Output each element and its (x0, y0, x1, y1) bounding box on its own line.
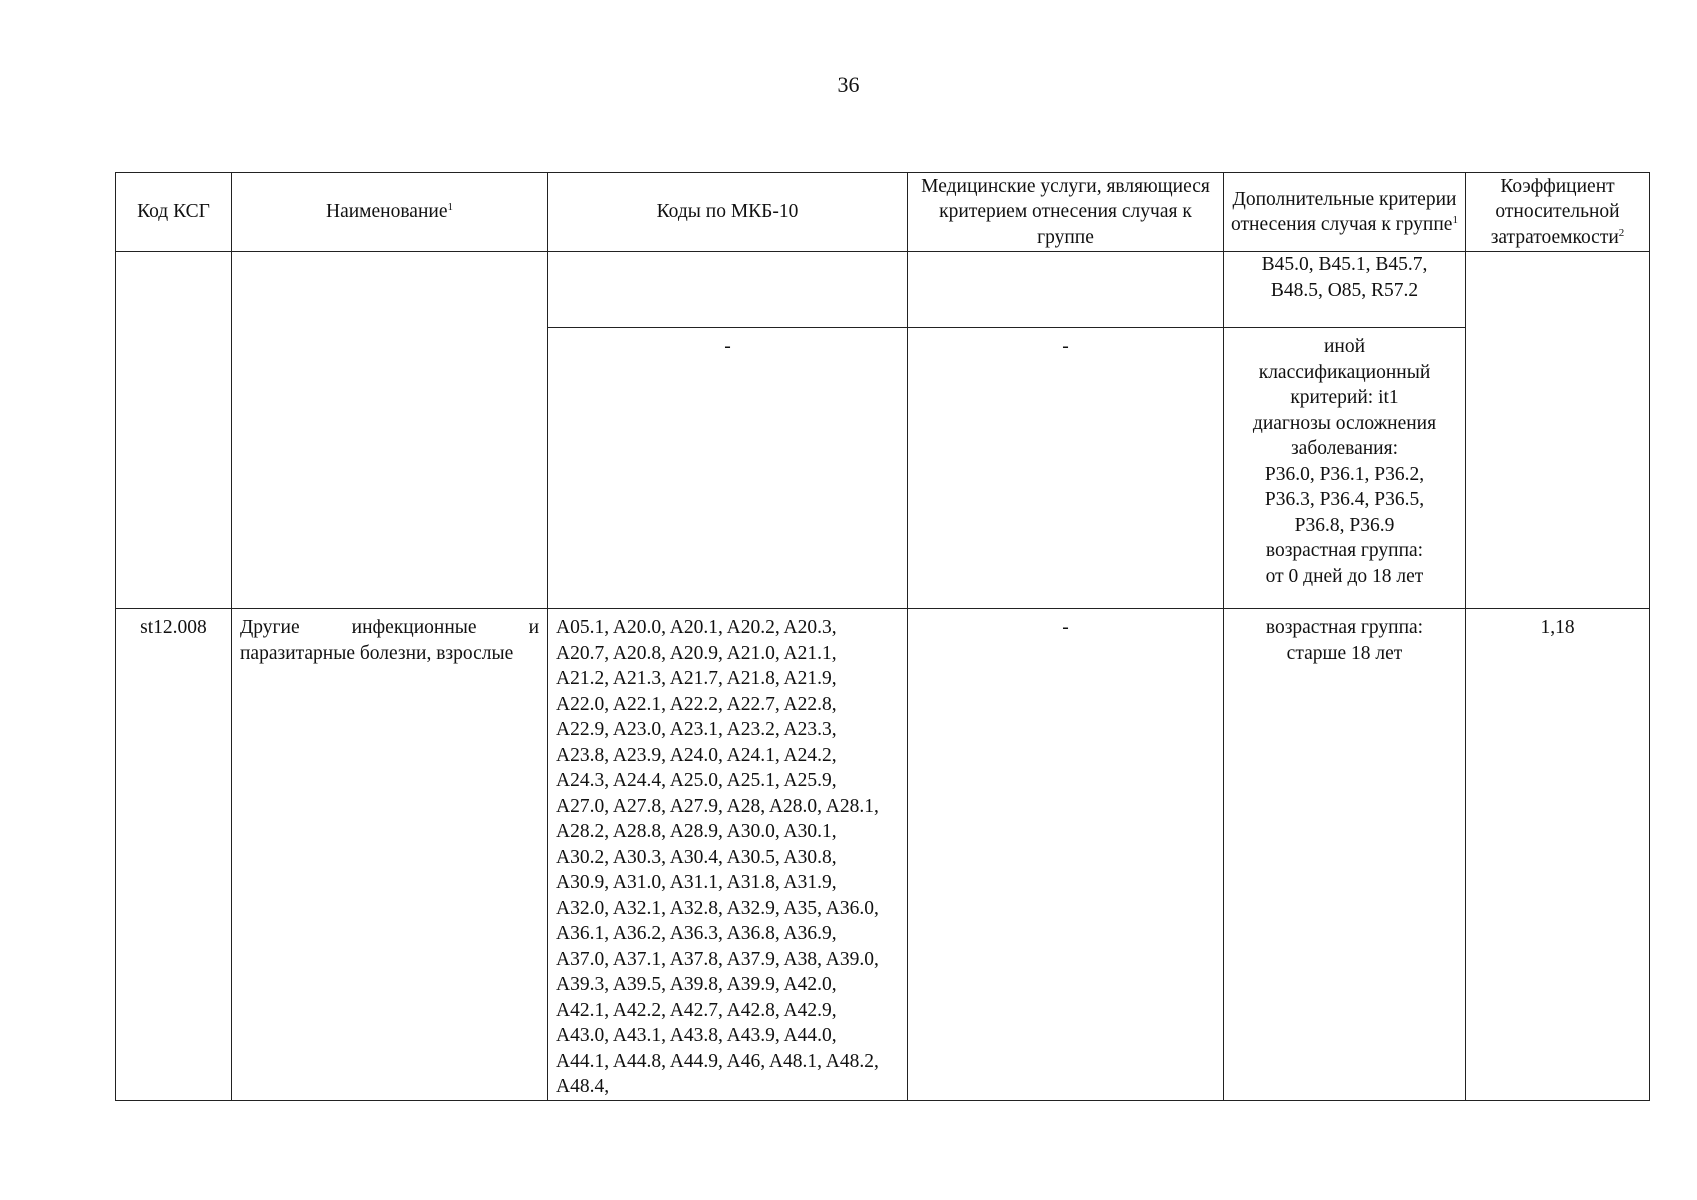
cell-services-empty (908, 252, 1224, 328)
header-services: Медицинские услуги, являющиеся критерием отнесения случая к группе (908, 173, 1224, 252)
header-icd: Коды по МКБ-10 (548, 173, 908, 252)
cell-icd-codes: A05.1, A20.0, A20.1, A20.2, A20.3, A20.7, A20.8, A20.9, A21.0, A21.1, A21.2, A21.3, A21.7, A21.8, A21.9, A22.0, A22.1, A22.2, A22.7, A22.8, A22.9, A23.0, A23.1, A23.2, A23.3, A23.8, A23.9, A24.0, A24.1, A24.2, A24.3, A24.4, A25.0, A25.1, A25.9, A27.0, A27.8, A27.9, A28, A28.0, A28.1, A28.2, A28.8, A28.9, A30.0, A30.1, A30.2, A30.3, A30.4, A30.5, A30.8, A30.9, A31.0, A31.1, A31.8, A31.9, A32.0, A32.1, A32.8, A32.9, A35, A36.0, A36.1, A36.2, A36.3, A36.8, A36.9, A37.0, A37.1, A37.8, A37.9, A38, A39.0, A39.3, A39.5, A39.8, A39.9, A42.0, A42.1, A42.2, A42.7, A42.8, A42.9, A43.0, A43.1, A43.8, A43.9, A44.0, A44.1, A44.8, A44.9, A46, A48.1, A48.2, A48.4, (548, 609, 908, 1101)
page-number: 36 (837, 72, 860, 97)
cell-coef: 1,18 (1466, 609, 1650, 1101)
cell-code-empty (116, 252, 232, 609)
table-row (116, 609, 1650, 1101)
footnote-ref: 2 (1618, 226, 1625, 239)
cell-coef-empty (1466, 252, 1650, 609)
footnote-ref: 1 (1452, 214, 1458, 226)
cell-name: Другие инфекционные и паразитарные болезни, взрослые (232, 609, 548, 1101)
cell-services: - (908, 609, 1224, 1101)
cell-criteria: B45.0, B45.1, B45.7, B48.5, O85, R57.2 (1224, 252, 1466, 328)
cell-icd-empty (548, 252, 908, 328)
ksg-table (115, 172, 1650, 1101)
header-criteria: Дополнительные критерии отнесения случая к группе$^1$ (1224, 173, 1466, 252)
header-coef: Коэффициент относительной затратоемкости$^2$ (1466, 173, 1650, 252)
header-code: Код КСГ (116, 173, 232, 252)
footnote-ref: 1 (447, 201, 453, 214)
cell-criteria: иной классификационный критерий: it1 диагнозы осложнения заболевания: P36.0, P36.1, P36.2, P36.3, P36.4, P36.5, P36.8, P36.9 возрастная группа: от 0 дней до 18 лет (1224, 328, 1466, 609)
cell-criteria: возрастная группа: старше 18 лет (1224, 609, 1466, 1101)
cell-icd: - (548, 328, 908, 609)
cell-name-empty (232, 252, 548, 609)
cell-code: st12.008 (116, 609, 232, 1101)
table-row-continued-1 (116, 252, 1650, 328)
header-row (116, 173, 1650, 252)
cell-services: - (908, 328, 1224, 609)
header-name: Наименование$^1$ (232, 173, 548, 252)
